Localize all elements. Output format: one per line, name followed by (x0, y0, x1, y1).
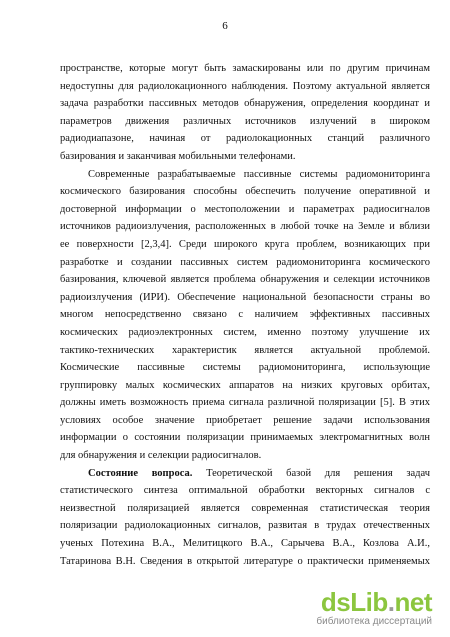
watermark-tagline: библиотека диссертаций (316, 616, 432, 627)
text-line: недоступны для радиолокационного наблюдения. Поэтому актуальной является (60, 80, 430, 92)
text-line: достоверной информации о местоположении и параметрах радиосигналов (60, 203, 430, 215)
text-line: тактико-технических характеристик является актуальной проблемой. (60, 344, 430, 356)
logo-tld: net (394, 587, 432, 617)
text-line: поляризации радиолокационных сигналов, развитая в трудах отечественных (60, 520, 430, 532)
text-line: радиодиапазоне, начиная от радиолокационных станций различного (60, 133, 430, 145)
section-heading: Состояние вопроса. (88, 467, 193, 479)
text-line: Современные разрабатываемые пассивные системы радиомониторинга (88, 168, 430, 180)
text-line: статистического синтеза оптимальной обработки векторных сигналов с (60, 485, 430, 497)
text-line: радиоизлучения (ИРИ). Обеспечение национальной безопасности страны во (60, 291, 430, 303)
text-line: ученых Потехина В.А., Мелитицкого В.А., Сарычева В.А., Козлова А.И., (60, 538, 430, 550)
text-line: параметров движения различных источников излучений в широком (60, 115, 430, 127)
logo-main: dsLib (320, 587, 388, 617)
text-run: Теоретической базой для решения задач (206, 467, 431, 479)
page-number: 6 (222, 20, 228, 32)
text-line (60, 465, 430, 483)
text-line: условиях особое значение приобретает решение задачи использования (60, 414, 430, 426)
text-line: задача разработки пассивных методов обнаружения, определения координат и (60, 98, 430, 110)
text-line: группировку малых космических аппаратов на низких круговых орбитах, (60, 379, 430, 391)
text-line: ее поверхности [2,3,4]. Среди широкого круга проблем, возникающих при (60, 238, 430, 250)
text-line: Татаринова В.Н. Сведения в открытой литературе о практически применяемых (60, 555, 430, 567)
text-line: Космические пассивные системы радиомониторинга, использующие (60, 362, 430, 374)
text-line: разработке и создании пассивных систем радиомониторинга космического (60, 256, 430, 268)
text-line: базирования и заканчивая мобильными телефонами. (60, 150, 296, 162)
text-line: базирования, ключевой является проблема обнаружения и селекции источников (60, 274, 430, 286)
dslib-logo (321, 587, 432, 618)
body-text (60, 60, 430, 570)
text-line: неизвестной поляризацией является современная статистическая теория (60, 502, 430, 514)
text-line: пространстве, которые могут быть замаскированы или по другим причинам (60, 63, 430, 74)
text-line: для обнаружения и селекции радиосигналов. (60, 450, 262, 462)
text-line: космических радиоэлектронных систем, именно поэтому улучшение их (60, 326, 430, 338)
text-line: информации о состоянии поляризации принимаемых электромагнитных волн (60, 432, 430, 444)
text-line: должны иметь возможность приема сигнала различной поляризации [5]. В этих (60, 397, 430, 409)
text-line: источников радиоизлучения, расположенных в любой точке на Земле и вблизи (60, 221, 430, 233)
text-line: многом непосредственно связано с наличием эффективных пассивных (60, 309, 430, 321)
text-line: космического базирования способны обеспечить получение оперативной и (60, 186, 430, 198)
dslib-watermark (282, 587, 432, 631)
logo-dot: . (387, 587, 395, 617)
